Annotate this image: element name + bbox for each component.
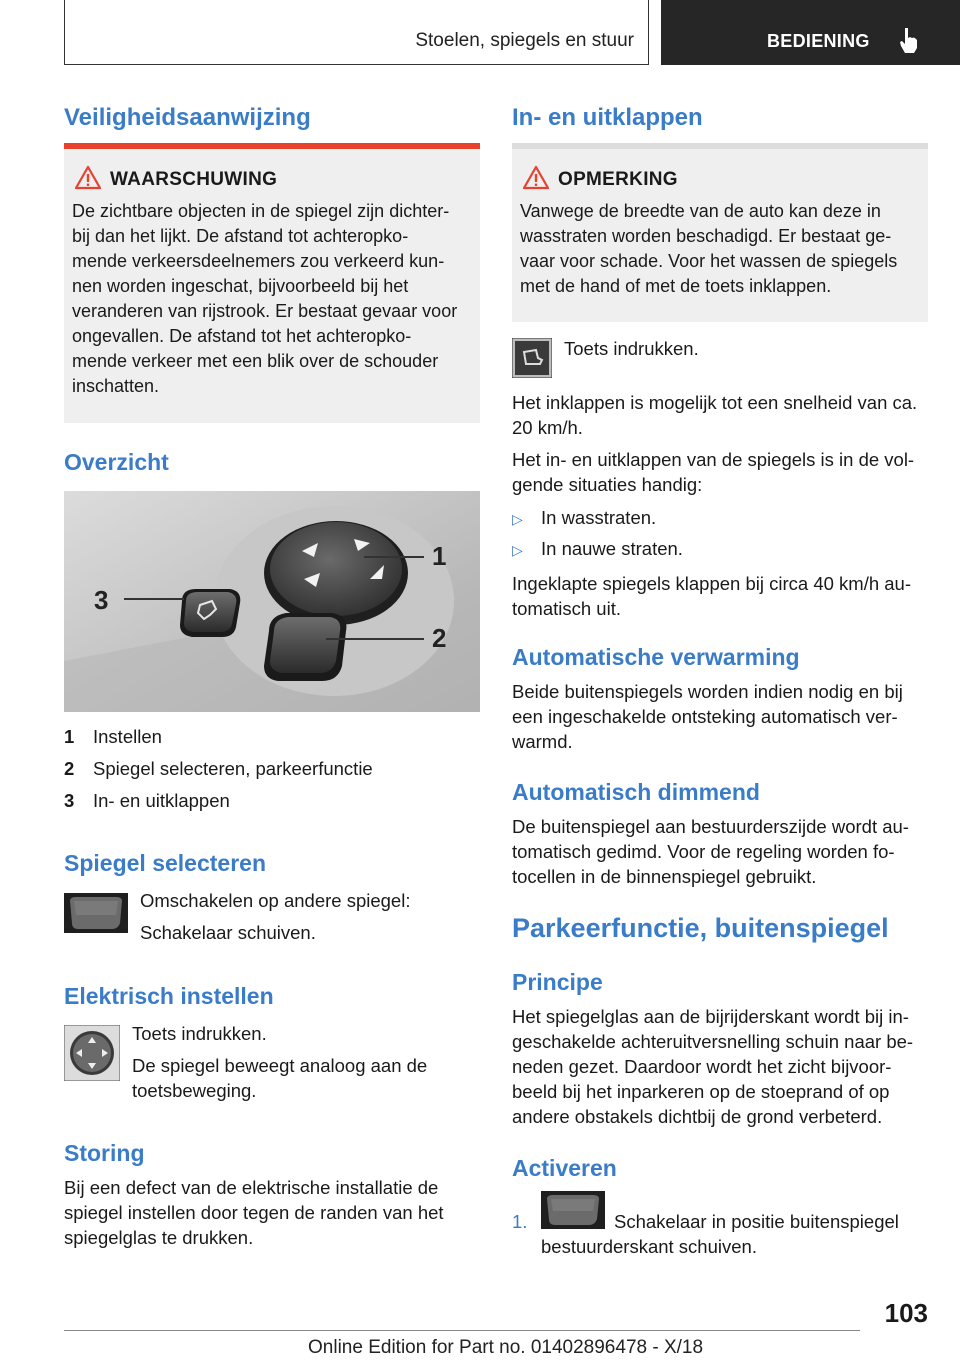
electric-text: Toets indrukken. De spiegel beweegt analoog aan de toetsbeweging. xyxy=(132,1023,428,1101)
warning-title xyxy=(72,169,472,195)
speed-text: Het inklappen is mogelijk tot een snelheid van ca. 20 km/h. xyxy=(512,392,918,438)
overview-heading: Overzicht xyxy=(64,449,169,475)
dimming-text: De buitenspiegel aan bestuurderszijde wordt au- tomatisch gedimd. Voor de regeling worden fo- tocellen in de binnenspiegel gebruikt. xyxy=(512,816,909,887)
fault-heading: Storing xyxy=(64,1140,145,1166)
warning-line: inschatten. xyxy=(72,376,160,396)
unfold-text: Ingeklapte spiegels klappen bij circa 40 km/h au- tomatisch uit. xyxy=(512,573,912,619)
step-number: 1. xyxy=(512,1211,528,1232)
warning-box xyxy=(64,149,480,423)
warning-line: mende verkeersdeelnemers zou verkeerd kun- xyxy=(72,251,445,271)
note-box xyxy=(512,149,928,322)
select-heading: Spiegel selecteren xyxy=(64,850,266,876)
chapter-title: Stoelen, spiegels en stuur xyxy=(415,30,634,51)
fault-text: Bij een defect van de elektrische installatie de spiegel instellen door tegen de randen van het spiegelglas te drukken. xyxy=(64,1177,444,1248)
callout-3: 3 xyxy=(94,585,109,615)
note-text: Vanwege de breedte van de auto kan deze in wasstraten worden beschadigd. Er bestaat ge- vaar voor schade. Voor het wassen de spiegels met de hand of met de toets inklappen. xyxy=(520,201,898,296)
mirror-control-photo xyxy=(64,491,480,712)
heating-heading: Automatische verwarming xyxy=(512,644,800,670)
activate-heading: Activeren xyxy=(512,1155,617,1181)
warning-line: ongevallen. De afstand tot het achteropko- xyxy=(72,326,412,346)
warning-line: veranderen van rijstrook. Er bestaat gevaar voor xyxy=(72,301,458,321)
header-section-box xyxy=(661,0,960,65)
handy-text: Het in- en uitklappen van de spiegels is in de vol- gende situaties handig: xyxy=(512,449,915,495)
warning-triangle-icon xyxy=(522,165,550,191)
selector-switch-icon xyxy=(541,1191,605,1229)
header-chapter-box xyxy=(64,0,649,65)
press-button-text: Toets indrukken. xyxy=(564,338,699,359)
step-text-1: Schakelaar in positie buitenspiegel xyxy=(614,1211,899,1232)
fold-heading: In- en uitklappen xyxy=(512,104,703,131)
principle-text: Het spiegelglas aan de bijrijderskant wordt bij in- geschakelde achteruitversnelling schuin naar be- neden gezet. Daardoor wordt het zicht bijvoor- beeld bij het inparkeren op de stoeprand of op andere obstakels dichtbij de grond verbeterd. xyxy=(512,1006,914,1127)
footer-divider xyxy=(64,1330,860,1331)
warning-line: bij dan het lijkt. De afstand tot achteropko- xyxy=(72,226,409,246)
edition-text: Online Edition for Part no. 01402896478 - X/18 xyxy=(308,1337,704,1358)
step-text-2: bestuurderskant schuiven. xyxy=(541,1236,757,1257)
select-text: Omschakelen op andere spiegel: Schakelaar schuiven. xyxy=(140,890,411,943)
callout-2: 2 xyxy=(432,623,447,653)
safety-heading: Veiligheidsaanwijzing xyxy=(64,104,311,131)
note-label: OPMERKING xyxy=(558,169,678,190)
bullet-triangle-icon: ▷ xyxy=(512,511,523,527)
callout-1: 1 xyxy=(432,541,447,571)
warning-line: De zichtbare objecten in de spiegel zijn dichter- xyxy=(72,201,450,221)
warning-text xyxy=(72,199,472,399)
warning-line: nen worden ingeschat, bijvoorbeeld bij het xyxy=(72,276,409,296)
principle-heading: Principe xyxy=(512,969,603,995)
parking-heading: Parkeerfunctie, buitenspiegel xyxy=(512,913,889,943)
warning-triangle-icon xyxy=(74,165,102,191)
adjust-knob-icon xyxy=(64,1025,120,1081)
electric-heading: Elektrisch instellen xyxy=(64,983,274,1009)
dimming-heading: Automatisch dimmend xyxy=(512,779,760,805)
bullet-triangle-icon: ▷ xyxy=(512,542,523,558)
pointing-hand-icon xyxy=(897,26,921,54)
warning-line: mende verkeer met een blik over de schouder xyxy=(72,351,439,371)
heating-text: Beide buitenspiegels worden indien nodig en bij een ingeschakelde ontsteking automatisch ver- warmd. xyxy=(512,681,903,752)
note-title xyxy=(520,169,920,195)
page-number: 103 xyxy=(884,1298,928,1328)
fold-button-icon xyxy=(512,338,552,378)
selector-switch-icon xyxy=(64,893,128,933)
section-label: BEDIENING xyxy=(767,31,870,51)
warning-label: WAARSCHUWING xyxy=(110,169,278,190)
